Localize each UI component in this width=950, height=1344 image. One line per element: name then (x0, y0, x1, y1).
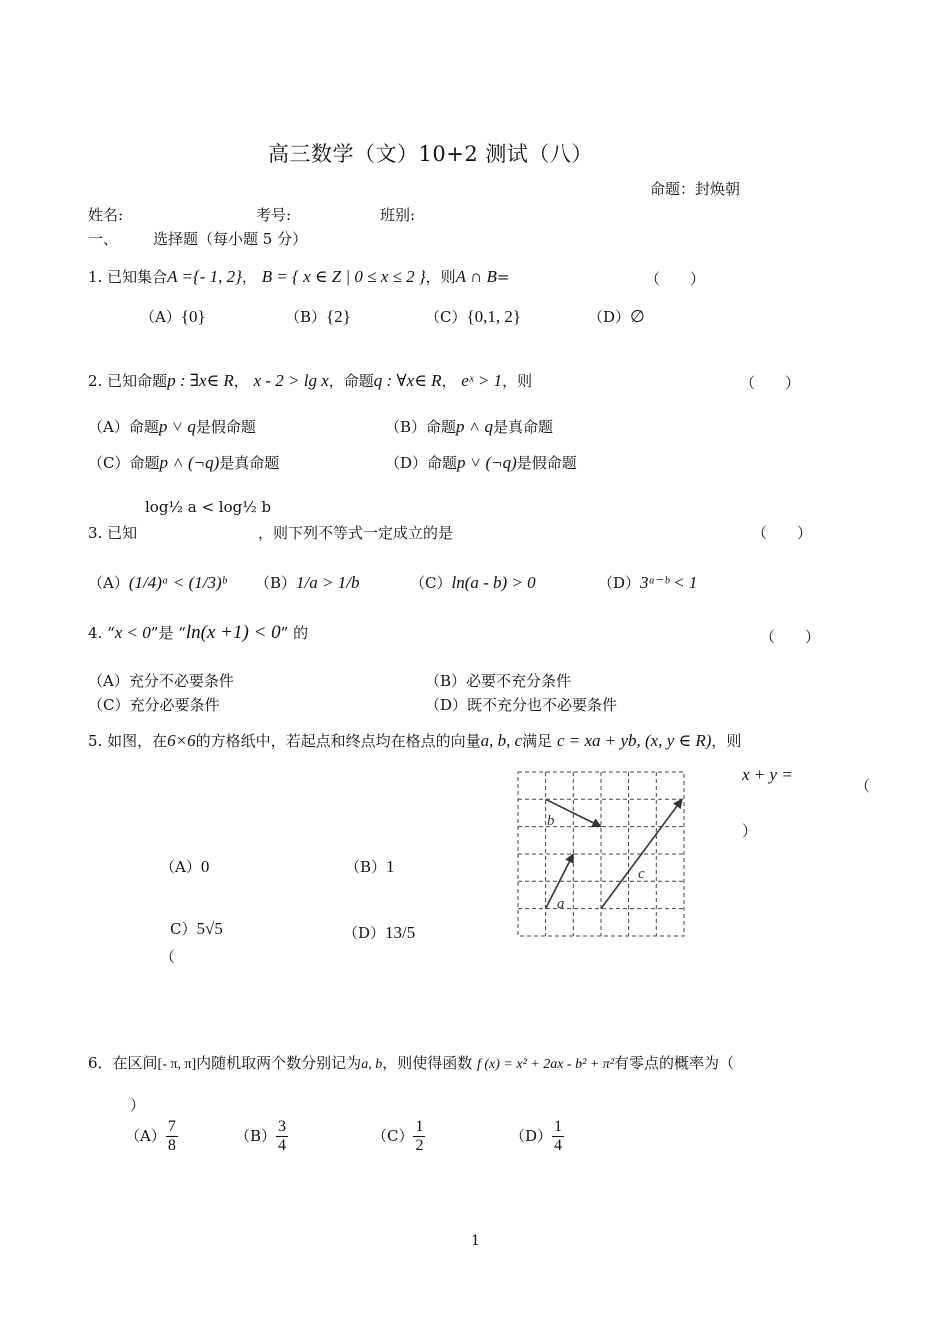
q2-answer-bracket: （ ） (740, 374, 801, 392)
q6-mid: 内随机取两个数分别记为 (196, 1054, 362, 1072)
q2-then: ，则 (502, 372, 533, 390)
option-tail: 是真命题 (219, 454, 280, 472)
q5-grid-figure (517, 771, 685, 937)
q5-stem (88, 730, 741, 751)
q6-stem (88, 1052, 734, 1073)
option-label: （C）命题 (88, 454, 160, 472)
option-text: (1/4)ᵃ < (1/3)ᵇ (128, 573, 227, 592)
q1-expr: A ∩ B (455, 267, 497, 286)
option-fraction (276, 1118, 288, 1156)
option-expr: p ˄ (¬q) (159, 453, 220, 472)
q6-close-paren: ） (130, 1096, 146, 1114)
q5-mid: 的方格纸中，若起点和终点均在格点的向量 (195, 732, 481, 750)
q2-option-b[interactable] (385, 416, 553, 437)
q4-mid: ”是 “ (150, 624, 186, 642)
q3-answer-bracket: （ ） (752, 524, 813, 542)
q2-stem (88, 370, 532, 391)
q2-comma2: ， (441, 372, 457, 390)
q5-grid: 6×6 (167, 731, 196, 750)
option-label: （C） (425, 308, 467, 326)
q5-option-c[interactable] (170, 918, 223, 939)
q4-answer-bracket: （ ） (760, 628, 821, 646)
q6-option-d[interactable] (510, 1118, 564, 1156)
option-label: （D） (598, 574, 641, 592)
q5-option-b[interactable] (345, 856, 395, 877)
option-label: （D）命题 (385, 454, 458, 472)
class-label: 班别: (380, 206, 416, 224)
q5-option-d[interactable] (343, 922, 415, 943)
option-text: 0 (200, 857, 210, 876)
q1-then: ，则 (425, 268, 456, 286)
q6-interval: [- π, π] (157, 1057, 197, 1072)
numerator: 1 (552, 1118, 564, 1137)
q6-option-a[interactable] (125, 1118, 178, 1156)
option-text: 1/a > 1/b (296, 573, 360, 592)
q2-comma: ， (233, 372, 249, 390)
q3-option-c[interactable] (410, 572, 536, 593)
q2-q: q : ∀x∈ R (373, 371, 442, 390)
q2-mid: ，命题 (328, 372, 374, 390)
q3-condition: log½ a < log½ b (145, 498, 272, 516)
q4-option-d[interactable]: （D）既不充分也不必要条件 (425, 696, 618, 714)
q4-option-b[interactable]: （B）必要不充分条件 (425, 672, 572, 690)
q2-option-c[interactable] (88, 452, 279, 473)
grid-lines (518, 772, 684, 936)
option-expr: p ˅ (¬q) (457, 453, 517, 472)
q5-stray-paren: （ (160, 948, 176, 966)
vector-b-label: b (547, 813, 555, 829)
option-label: （A） (125, 1126, 166, 1145)
q1-setA: A ={- 1, 2} (167, 267, 242, 286)
q1-comma: ， (241, 268, 257, 286)
q5-option-a[interactable] (160, 856, 209, 877)
option-label: （A）命题 (88, 418, 159, 436)
q4-suffix: ” 的 (280, 624, 309, 642)
option-text: 5√5 (196, 919, 223, 938)
q3-option-d[interactable] (598, 572, 697, 593)
option-fraction (413, 1118, 425, 1156)
option-label: （C） (410, 574, 452, 592)
q1-eq: = (496, 268, 510, 286)
option-label: （B） (285, 308, 327, 326)
q5-vecs: a, b, c (480, 731, 523, 750)
q6-vars: a, b (361, 1057, 383, 1072)
numerator: 1 (413, 1118, 425, 1137)
q1-option-d[interactable] (588, 306, 645, 327)
option-expr: p ˅ q (158, 417, 196, 436)
numerator: 7 (166, 1118, 178, 1137)
q6-func: f (x) = x² + 2ax - b² + π² (476, 1057, 614, 1072)
option-text: {0,1, 2} (466, 307, 522, 326)
q5-eq: c = xa + yb, (x, y ∈ R) (556, 731, 712, 750)
option-label: （A） (88, 574, 129, 592)
option-fraction (166, 1118, 178, 1156)
option-label: （B） (255, 574, 297, 592)
q1-option-a[interactable] (140, 306, 206, 327)
q1-option-c[interactable] (425, 306, 521, 327)
q3-suffix: ，则下列不等式一定成立的是 (258, 524, 454, 542)
option-text: 13/5 (385, 923, 416, 942)
q3-prefix: 3. 已知 (88, 524, 138, 542)
q6-prefix: 6．在区间 (88, 1054, 158, 1072)
q3-option-a[interactable] (88, 572, 226, 593)
q5-bracket-open: （ (855, 777, 871, 795)
vector-a-label: a (557, 896, 565, 912)
q3-option-b[interactable] (255, 572, 359, 593)
q2-ineq: x - 2 > lg x (253, 371, 329, 390)
denominator: 8 (167, 1137, 176, 1155)
denominator: 2 (415, 1137, 424, 1155)
q5-bracket-close: ） (742, 822, 758, 840)
denominator: 4 (554, 1137, 563, 1155)
q4-option-a[interactable]: （A）充分不必要条件 (88, 672, 234, 690)
option-tail: 是假命题 (516, 454, 577, 472)
option-label: （A） (140, 308, 181, 326)
option-label: （B） (235, 1126, 277, 1145)
q1-option-b[interactable] (285, 306, 351, 327)
section-title: 选择题（每小题 5 分） (153, 230, 308, 248)
q6-option-b[interactable] (235, 1118, 288, 1156)
option-tail: 是假命题 (195, 418, 256, 436)
name-label: 姓名: (88, 206, 124, 224)
q1-setB: B = { x ∈ Z | 0 ≤ x ≤ 2 } (261, 267, 426, 286)
option-label: （D） (588, 308, 631, 326)
page-number: 1 (471, 1233, 480, 1249)
q5-ask: x + y = (742, 765, 793, 784)
q2-option-d[interactable] (385, 452, 577, 473)
option-label: （B）命题 (385, 418, 457, 436)
q6-mid2: ，则使得函数 (382, 1054, 473, 1072)
option-label: （A） (160, 858, 201, 876)
option-expr: p ˄ q (456, 417, 494, 436)
option-text: 1 (386, 857, 395, 876)
q6-option-c[interactable] (372, 1118, 425, 1156)
q5-then: ，则 (711, 732, 742, 750)
q4-option-c[interactable]: （C）充分必要条件 (88, 696, 220, 714)
q4-cond2: ln(x +1) < 0 (185, 622, 281, 643)
option-text: ln(a - b) > 0 (451, 573, 536, 592)
option-fraction (552, 1118, 564, 1156)
option-label: C） (170, 920, 197, 938)
option-text: {0} (180, 307, 206, 326)
vector-c-label: c (638, 866, 645, 882)
option-label: （D） (510, 1126, 553, 1145)
vector-c-arrow (601, 799, 682, 908)
section-number: 一、 (88, 230, 119, 248)
q2-prefix: 2. 已知命题 (88, 372, 168, 390)
option-text: 3ᵃ⁻ᵇ < 1 (640, 573, 698, 592)
number-label: 考号: (256, 206, 292, 224)
q3-stem (88, 522, 137, 543)
q6-suffix: 有零点的概率为（ (613, 1054, 734, 1072)
q4-stem (88, 622, 308, 644)
q2-p: p : ∃x∈ R (167, 371, 234, 390)
option-tail: 是真命题 (493, 418, 554, 436)
q1-prefix: 1. 已知集合 (88, 268, 168, 286)
author-line: 命题：封焕朝 (650, 180, 741, 198)
option-label: （D） (343, 924, 386, 942)
q5-satisfy: 满足 (522, 732, 553, 750)
q1-stem (88, 266, 509, 287)
denominator: 4 (278, 1137, 287, 1155)
q5-prefix: 5. 如图，在 (88, 732, 168, 750)
option-label: （B） (345, 858, 387, 876)
q4-prefix: 4. “ (88, 624, 115, 642)
numerator: 3 (276, 1118, 288, 1137)
page-title: 高三数学（文）10+2 测试（八） (268, 142, 593, 166)
option-text: {2} (326, 307, 351, 326)
q2-option-a[interactable] (88, 416, 256, 437)
q2-ineq2: eˣ > 1 (461, 371, 503, 390)
q1-answer-bracket: （ ） (645, 270, 706, 288)
option-text: ∅ (630, 307, 645, 326)
q4-cond1: x < 0 (114, 623, 151, 642)
option-label: （C） (372, 1126, 414, 1145)
